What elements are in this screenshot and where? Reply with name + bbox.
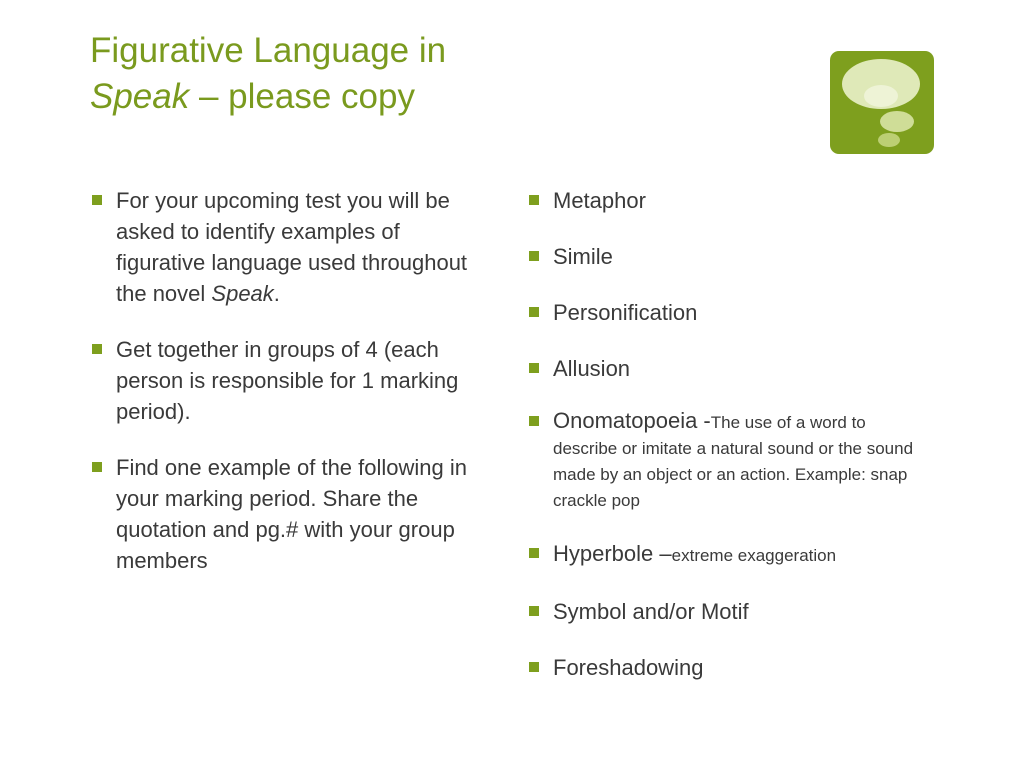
square-bullet-icon — [529, 416, 539, 426]
term-definition: extreme exaggeration — [671, 546, 837, 565]
square-bullet-icon — [529, 195, 539, 205]
square-bullet-icon — [529, 307, 539, 317]
square-bullet-icon — [529, 606, 539, 616]
list-item — [527, 538, 927, 571]
term-label: Metaphor — [553, 188, 646, 213]
square-bullet-icon — [529, 363, 539, 373]
medium-bubble — [880, 111, 914, 132]
large-bubble-highlight — [864, 85, 898, 107]
square-bullet-icon — [529, 251, 539, 261]
thought-bubbles-icon — [830, 51, 934, 154]
novel-title: Speak — [211, 281, 274, 306]
square-bullet-icon — [92, 462, 102, 472]
list-item — [90, 185, 490, 309]
square-bullet-icon — [92, 344, 102, 354]
term-label: Symbol and/or Motif — [553, 599, 749, 624]
term-label: Foreshadowing — [553, 655, 704, 680]
term-label: Allusion — [553, 356, 631, 381]
figurative-terms-list — [527, 185, 927, 708]
square-bullet-icon — [529, 548, 539, 558]
list-item — [527, 241, 927, 272]
instruction-punct: . — [273, 281, 280, 306]
list-item — [527, 353, 927, 384]
instruction-text: Get together in groups of 4 (each person is responsible for 1 marking period). — [116, 337, 459, 424]
instruction-text: Find one example of the following in your marking period. Share the quotation and pg.# with your group members — [116, 455, 467, 573]
title-book-name: Speak — [90, 77, 190, 116]
term-label: Onomatopoeia - — [553, 408, 711, 433]
list-item — [527, 409, 927, 513]
instructions-list — [90, 185, 490, 601]
term-definition: The use of a word to describe or imitate a natural sound or the sound made by an object or an action. Example: snap crackle pop — [553, 413, 914, 510]
term-label: Hyperbole – — [553, 541, 672, 566]
title-line-1: Figurative Language in — [90, 31, 447, 70]
instruction-text: For your upcoming test you will be asked to identify examples of figurative language used throughout the novel — [116, 188, 468, 306]
list-item — [90, 452, 490, 576]
term-label: Personification — [553, 300, 698, 325]
list-item — [90, 334, 490, 427]
term-label: Simile — [553, 244, 613, 269]
title-line-2 — [90, 74, 790, 120]
list-item — [527, 652, 927, 683]
small-bubble — [878, 133, 900, 147]
list-item — [527, 596, 927, 627]
title-suffix: – please copy — [189, 77, 415, 116]
square-bullet-icon — [529, 662, 539, 672]
square-bullet-icon — [92, 195, 102, 205]
slide-title — [90, 28, 790, 120]
list-item — [527, 297, 927, 328]
list-item — [527, 185, 927, 216]
